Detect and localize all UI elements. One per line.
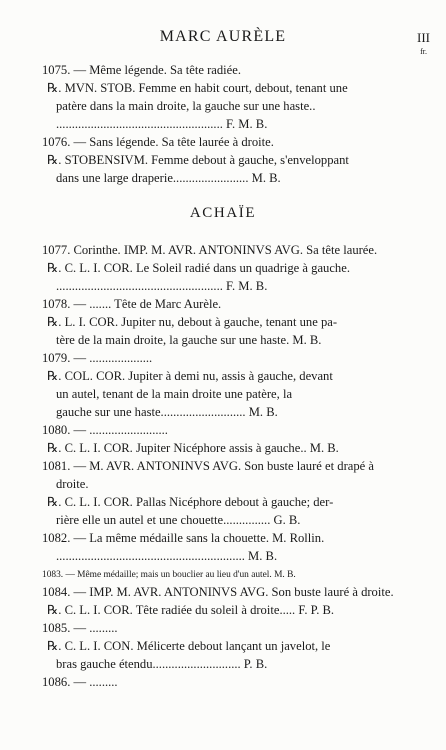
- catalog-line: ℞. C. L. I. CON. Mélicerte debout lançant un javelot, le: [47, 639, 331, 653]
- catalog-line: 1079. — ....................: [42, 351, 153, 365]
- catalog-line: patère dans la main droite, la gauche sur une haste..: [56, 99, 316, 113]
- catalog-line: ..................................................... F. M. B.: [56, 117, 268, 131]
- catalog-line: 1075. — Même légende. Sa tête radiée.: [42, 63, 241, 77]
- catalog-line: ℞. C. L. I. COR. Le Soleil radié dans un quadrige à gauche.: [47, 261, 350, 275]
- catalog-line: 1085. — .........: [42, 621, 118, 635]
- catalog-line: ..................................................... F. M. B.: [56, 279, 268, 293]
- catalog-line: ℞. C. L. I. COR. Jupiter Nicéphore assis à gauche.. M. B.: [47, 441, 339, 455]
- catalog-line: gauche sur une haste........................... M. B.: [56, 405, 278, 419]
- catalog-line: dans une large draperie........................ M. B.: [56, 171, 281, 185]
- section-heading: ACHAÏE: [189, 205, 257, 221]
- catalog-line: ℞. C. L. I. COR. Tête radiée du soleil à droite..... F. P. B.: [47, 603, 335, 617]
- catalog-line: 1084. — IMP. M. AVR. ANTONINVS AVG. Son buste lauré à droite.: [42, 585, 394, 599]
- catalog-line: 1081. — M. AVR. ANTONINVS AVG. Son buste lauré et drapé à: [42, 459, 374, 473]
- catalog-line: 1080. — .........................: [42, 423, 168, 437]
- catalog-line: ℞. MVN. STOB. Femme en habit court, debout, tenant une: [47, 81, 348, 95]
- catalog-line: un autel, tenant de la main droite une patère, la: [56, 387, 293, 401]
- catalog-line: 1083. — Même médaille; mais un bouclier au lieu d'un autel. M. B.: [42, 570, 296, 580]
- catalog-line: rière elle un autel et une chouette............... G. B.: [56, 513, 301, 527]
- currency-unit-label: fr.: [420, 47, 427, 56]
- catalog-line: ℞. COL. COR. Jupiter à demi nu, assis à gauche, devant: [47, 369, 333, 383]
- catalog-line: ℞. L. I. COR. Jupiter nu, debout à gauche, tenant une pa-: [47, 315, 338, 329]
- catalog-line: bras gauche étendu............................ P. B.: [56, 657, 268, 671]
- catalog-line: ℞. C. L. I. COR. Pallas Nicéphore debout à gauche; der-: [47, 495, 334, 509]
- catalog-line: 1076. — Sans légende. Sa tête laurée à droite.: [42, 135, 274, 149]
- catalog-line: ............................................................ M. B.: [56, 549, 278, 563]
- catalog-line: 1078. — ....... Tête de Marc Aurèle.: [42, 297, 222, 311]
- catalog-line: 1077. Corinthe. IMP. M. AVR. ANTONINVS AVG. Sa tête laurée.: [42, 243, 378, 257]
- catalog-line: tère de la main droite, la gauche sur une haste. M. B.: [56, 333, 322, 347]
- page-number: III: [417, 30, 430, 45]
- running-header: MARC AURÈLE: [159, 28, 287, 45]
- catalog-line: 1082. — La même médaille sans la chouette. M. Rollin.: [42, 531, 325, 545]
- catalog-line: ℞. STOBENSIVM. Femme debout à gauche, s'enveloppant: [47, 153, 349, 167]
- catalog-line: 1086. — .........: [42, 675, 118, 689]
- catalog-line: droite.: [56, 477, 89, 491]
